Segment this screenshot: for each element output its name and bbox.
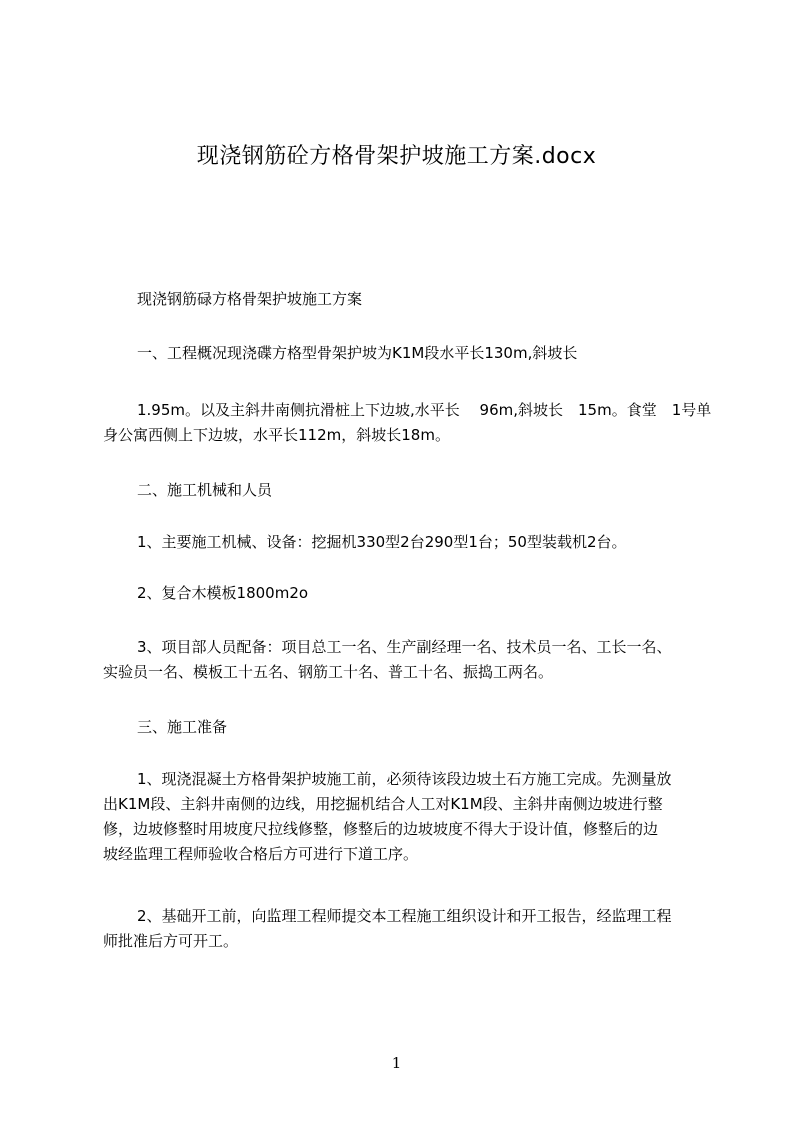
text-line: 二、施工机械和人员 [137, 481, 273, 499]
paragraph-preparation-1 [103, 767, 715, 867]
text-line: 1、现浇混凝土方格骨架护坡施工前，必须待该段边坡土石方施工完成。先测量放 [137, 770, 672, 788]
text-line: 现浇钢筋碌方格骨架护坡施工方案 [137, 290, 363, 308]
text-line: 身公寓西侧上下边坡，水平长112m，斜坡长18m。 [103, 426, 450, 444]
paragraph-heading-plan [103, 287, 749, 312]
text-line: 3、项目部人员配备：项目总工一名、生产副经理一名、技术员一名、工长一名、 [137, 638, 672, 656]
text-line: 三、施工准备 [137, 718, 228, 736]
paragraph-section-1-overview [103, 341, 749, 366]
text-line: 出K1M段、主斜井南侧的边线，用挖掘机结合人工对K1M段、主斜井南侧边坡进行整 [103, 795, 663, 813]
text-line: 2、基础开工前，向监理工程师提交本工程施工组织设计和开工报告，经监理工程 [137, 907, 672, 925]
paragraph-section-3-heading [103, 715, 749, 740]
text-line: 1、主要施工机械、设备：挖掘机330型2台290型1台；50型装载机2台。 [137, 533, 627, 551]
text-line: 1.95m。以及主斜井南侧抗滑桩上下边坡,水平长 96m,斜坡长 15m。食堂 1号单 [137, 401, 712, 419]
paragraph-slope-dimensions [103, 398, 715, 448]
text-line: 坡经监理工程师验收合格后方可进行下道工序。 [103, 845, 419, 863]
paragraph-machinery [103, 530, 749, 555]
document-title: 现浇钢筋砼方格骨架护坡施工方案.docx [196, 144, 597, 169]
page-number: 1 [391, 1054, 402, 1072]
text-line: 2、复合木模板1800m2o [137, 584, 309, 602]
text-line: 修，边坡修整时用坡度尺拉线修整，修整后的边坡坡度不得大于设计值，修整后的边 [103, 820, 659, 838]
text-line: 师批准后方可开工。 [103, 932, 239, 950]
paragraph-section-2-heading [103, 478, 749, 503]
paragraph-formwork [103, 581, 749, 606]
paragraph-preparation-2 [103, 904, 715, 954]
text-line: 实验员一名、模板工十五名、钢筋工十名、普工十名、振捣工两名。 [103, 663, 554, 681]
paragraph-personnel [103, 635, 715, 685]
text-line: 一、工程概况现浇碟方格型骨架护坡为K1M段水平长130m,斜坡长 [137, 344, 578, 362]
